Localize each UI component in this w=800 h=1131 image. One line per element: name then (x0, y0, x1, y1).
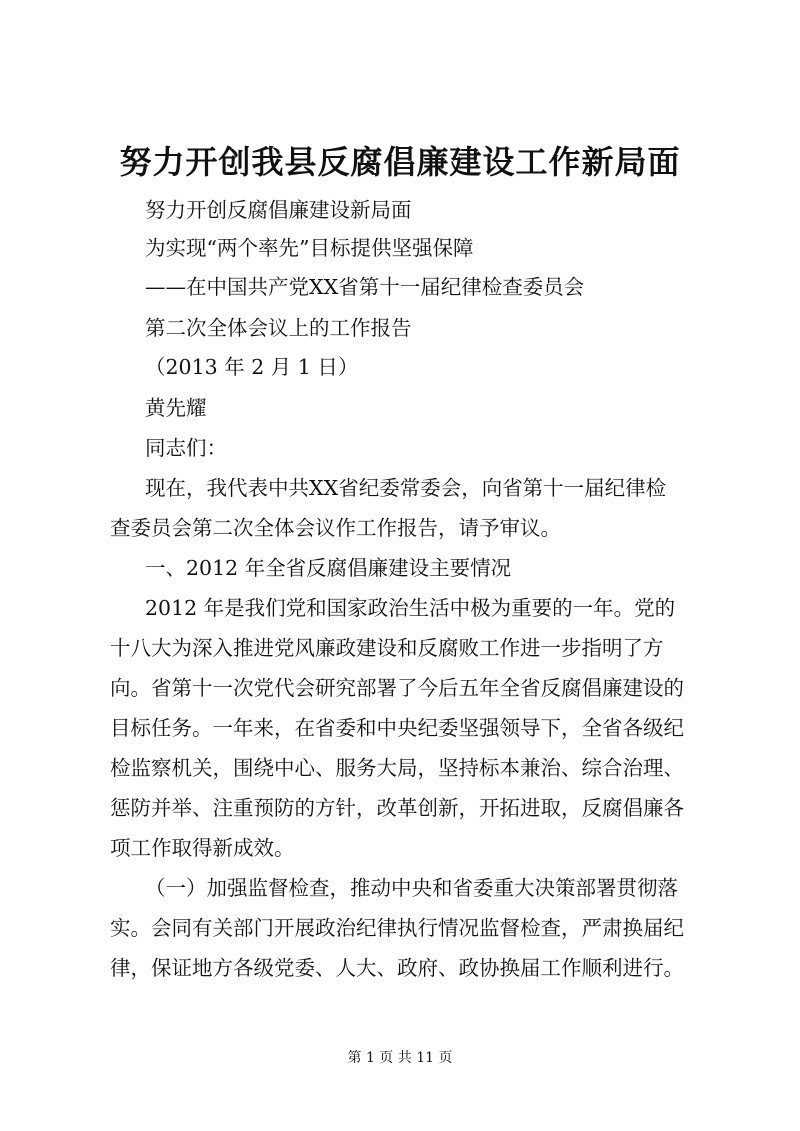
paragraph-line: 2012 年是我们党和国家政治生活中极为重要的一年。党的 (145, 596, 676, 620)
paragraph-line: 项工作取得新成效。 (110, 836, 295, 860)
subtitle-line: ——在中国共产党XX省第十一届纪律检查委员会 (145, 275, 585, 299)
paragraph-line: 向。省第十一次党代会研究部署了今后五年全省反腐倡廉建设的 (110, 676, 684, 700)
paragraph-line: （一）加强监督检查，推动中央和省委重大决策部署贯彻落 (145, 876, 678, 900)
salutation-line: 同志们： (145, 436, 227, 460)
paragraph-line: 十八大为深入推进党风廉政建设和反腐败工作进一步指明了方 (110, 636, 664, 660)
paragraph-line: 实。会同有关部门开展政治纪律执行情况监督检查，严肃换届纪 (110, 916, 684, 940)
date-line: （2013 年 2 月 1 日） (145, 355, 359, 379)
document-title: 努力开创我县反腐倡廉建设工作新局面 (119, 143, 681, 181)
paragraph-line: 惩防并举、注重预防的方针，改革创新，开拓进取，反腐倡廉各 (110, 796, 684, 820)
subtitle-line: 第二次全体会议上的工作报告 (145, 316, 412, 340)
subtitle-line: 努力开创反腐倡廉建设新局面 (145, 198, 412, 222)
subtitle-line: 为实现“两个率先”目标提供坚强保障 (145, 236, 474, 260)
author-line: 黄先耀 (145, 396, 207, 420)
paragraph-line: 律，保证地方各级党委、人大、政府、政协换届工作顺利进行。 (110, 956, 684, 980)
paragraph-line: 现在，我代表中共XX省纪委常委会，向省第十一届纪律检 (145, 476, 667, 500)
paragraph-line: 查委员会第二次全体会议作工作报告，请予审议。 (110, 516, 561, 540)
section-heading: 一、2012 年全省反腐倡廉建设主要情况 (145, 556, 512, 580)
paragraph-line: 目标任务。一年来，在省委和中央纪委坚强领导下，全省各级纪 (110, 716, 684, 740)
paragraph-line: 检监察机关，围绕中心、服务大局，坚持标本兼治、综合治理、 (110, 756, 684, 780)
page-footer: 第 1 页 共 11 页 (347, 1050, 453, 1066)
